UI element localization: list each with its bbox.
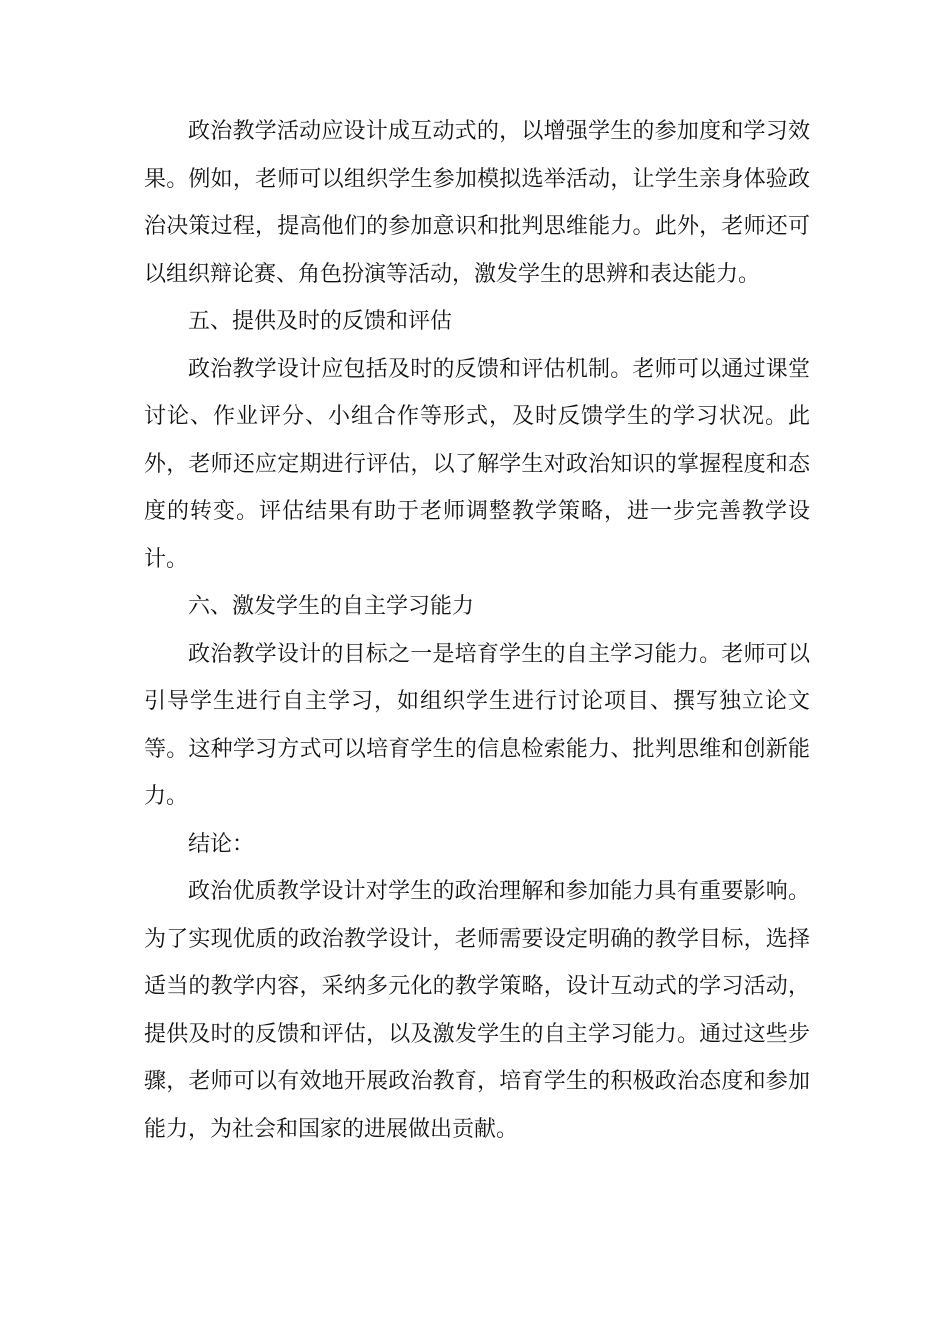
- paragraph-interactive-activities: 政治教学活动应设计成互动式的，以增强学生的参加度和学习效果。例如，老师可以组织学生参加模拟选举活动，让学生亲身体验政治决策过程，提高他们的参加意识和批判思维能力。此外，老师还可以组织辩论赛、角色扮演等活动，激发学生的思辨和表达能力。: [144, 119, 810, 287]
- section-heading-conclusion: 结论：: [188, 831, 255, 857]
- paragraph-feedback: 政治教学设计应包括及时的反馈和评估机制。老师可以通过课堂讨论、作业评分、小组合作等形式，及时反馈学生的学习状况。此外，老师还应定期进行评估，以了解学生对政治知识的掌握程度和态度的转变。评估结果有助于老师调整教学策略，进一步完善教学设计。: [144, 356, 810, 572]
- document-body: [144, 108, 810, 1153]
- section-heading-feedback: 五、提供及时的反馈和评估: [188, 309, 453, 334]
- section-heading-autonomous-learning: 六、激发学生的自主学习能力: [188, 594, 475, 619]
- paragraph-autonomous-learning: 政治教学设计的目标之一是培育学生的自主学习能力。老师可以引导学生进行自主学习，如组织学生进行讨论项目、撰写独立论文等。这种学习方式可以培育学生的信息检索能力、批判思维和创新能力。: [144, 641, 810, 809]
- paragraph-conclusion: 政治优质教学设计对学生的政治理解和参加能力具有重要影响。为了实现优质的政治教学设计，老师需要设定明确的教学目标，选择适当的教学内容，采纳多元化的教学策略，设计互动式的学习活动，提供及时的反馈和评估，以及激发学生的自主学习能力。通过这些步骤，老师可以有效地开展政治教育，培育学生的积极政治态度和参加能力，为社会和国家的进展做出贡献。: [144, 879, 810, 1142]
